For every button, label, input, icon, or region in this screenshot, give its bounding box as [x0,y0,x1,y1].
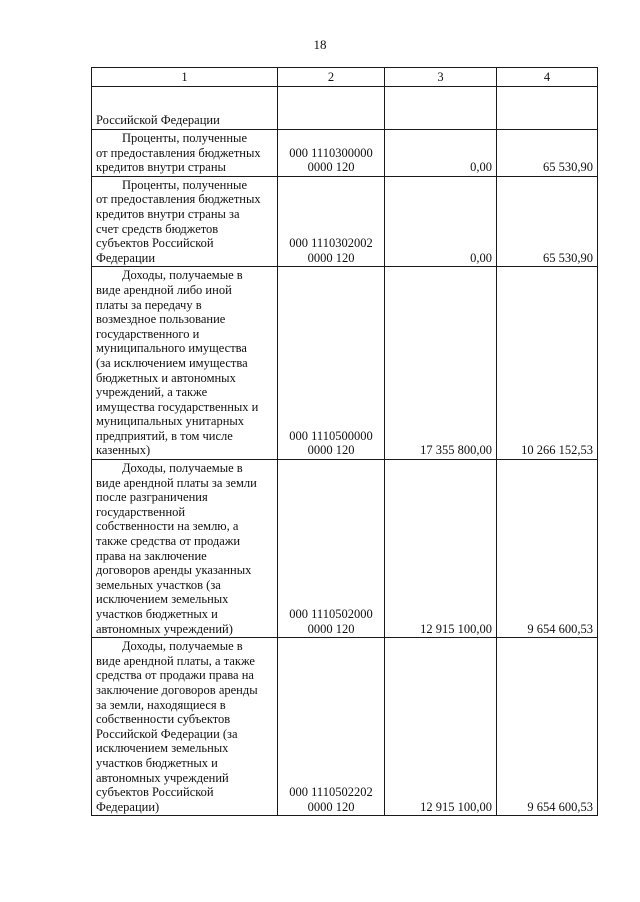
row-name-line: субъектов Российской [96,236,214,251]
row-code-line: 0000 120 [307,443,355,458]
row-code-cell [278,267,385,460]
row-code-line: 0000 120 [307,799,355,814]
row-name-line: участков бюджетных и [96,755,218,770]
row-name-line: учреждений, а также [96,385,208,400]
row-name-line: кредитов внутри страны за [96,206,240,221]
row-code-line: 000 1110300000 [289,145,373,160]
row-name-line: муниципального имущества [96,341,247,356]
row-name-line: Проценты, полученные [122,177,247,192]
row-code-cell [278,460,385,638]
row-name-line: бюджетных и автономных [96,370,236,385]
row-name-line: предприятий, в том числе [96,428,233,443]
column-header-4: 4 [497,68,598,87]
row-name-line: автономных учреждений [96,770,229,785]
row-name-line: заключение договоров аренды [96,682,258,697]
row-code-line: 000 1110502000 [289,607,373,621]
column-header-1: 1 [92,68,278,87]
table-row [92,176,598,267]
row-name-line: счет средств бюджетов [96,221,219,236]
row-name-cell [92,267,278,460]
row-actual-cell: 65 530,90 [497,176,598,267]
table-header-row [92,68,598,87]
table-row [92,267,598,460]
row-name-line: казенных) [96,443,151,458]
column-header-2: 2 [278,68,385,87]
row-name-line: собственности на землю, а [96,519,239,534]
row-name-line: субъектов Российской [96,785,214,800]
page-number: 18 [313,37,327,52]
revenue-table [91,67,598,816]
row-code-line: 0000 120 [307,160,355,175]
row-code-cell [278,130,385,177]
row-name-cell [92,176,278,267]
row-name-line: участков бюджетных и [96,607,218,621]
row-name-cell [92,638,278,816]
row-actual-cell: 10 266 152,53 [497,267,598,460]
row-name-line: собственности субъектов [96,712,231,727]
row-name-line: возмездное пользование [96,312,226,327]
row-plan-cell: 0,00 [385,130,497,177]
row-code-line: 000 1110302002 [289,236,373,251]
row-actual-cell: 9 654 600,53 [497,460,598,638]
row-name-line: кредитов внутри страны [96,160,226,175]
empty-cell [385,87,497,130]
table-row [92,460,598,638]
row-name-line: виде арендной платы за земли [96,475,257,490]
row-name-line: Доходы, получаемые в [122,268,243,283]
row-name-line: также средства от продажи [96,534,241,549]
row-name-line: исключением земельных [96,592,229,607]
row-name-line: после разграничения [96,490,208,505]
row-name-line: имущества государственных и [96,399,259,414]
row-name-line: государственного и [96,326,200,341]
table-row [92,130,598,177]
table-row [92,638,598,816]
row-name-line: Федерации [96,250,156,265]
row-name-line: Федерации) [96,799,160,814]
continuation-row [92,87,598,130]
row-name-line: от предоставления бюджетных [96,145,261,160]
row-name-line: муниципальных унитарных [96,414,245,429]
row-code-line: 000 1110500000 [289,428,373,443]
row-name-line: средства от продажи права на [96,668,254,683]
row-name-line: (за исключением имущества [96,355,248,370]
row-name-line: Доходы, получаемые в [122,639,243,654]
row-code-cell [278,638,385,816]
row-name-cell [92,460,278,638]
row-name-line: договоров аренды указанных [96,563,252,578]
row-plan-cell: 17 355 800,00 [385,267,497,460]
table-body [92,130,598,816]
column-header-3: 3 [385,68,497,87]
row-code-line: 000 1110502202 [289,785,373,800]
continuation-cell: Российской Федерации [92,87,278,130]
row-code-line: 0000 120 [307,250,355,265]
row-name-line: виде арендной платы, а также [96,653,255,668]
empty-cell [278,87,385,130]
row-name-line: автономных учреждений) [96,621,233,636]
row-name-line: земельных участков (за [96,577,221,592]
row-name-line: виде арендной либо иной [96,282,232,297]
row-name-line: Российской Федерации (за [96,726,238,741]
row-plan-cell: 12 915 100,00 [385,460,497,638]
row-name-line: платы за передачу в [96,297,202,312]
row-actual-cell: 9 654 600,53 [497,638,598,816]
row-name-line: права на заключение [96,548,207,563]
row-name-line: государственной [96,504,186,519]
row-name-line: за земли, находящиеся в [96,697,226,712]
row-name-cell [92,130,278,177]
row-plan-cell: 0,00 [385,176,497,267]
row-actual-cell: 65 530,90 [497,130,598,177]
row-code-cell [278,176,385,267]
row-plan-cell: 12 915 100,00 [385,638,497,816]
row-name-line: исключением земельных [96,741,229,756]
row-code-line: 0000 120 [307,621,355,636]
row-name-line: Доходы, получаемые в [122,461,243,476]
row-name-line: от предоставления бюджетных [96,192,261,207]
empty-cell [497,87,598,130]
row-name-line: Проценты, полученные [122,131,247,145]
